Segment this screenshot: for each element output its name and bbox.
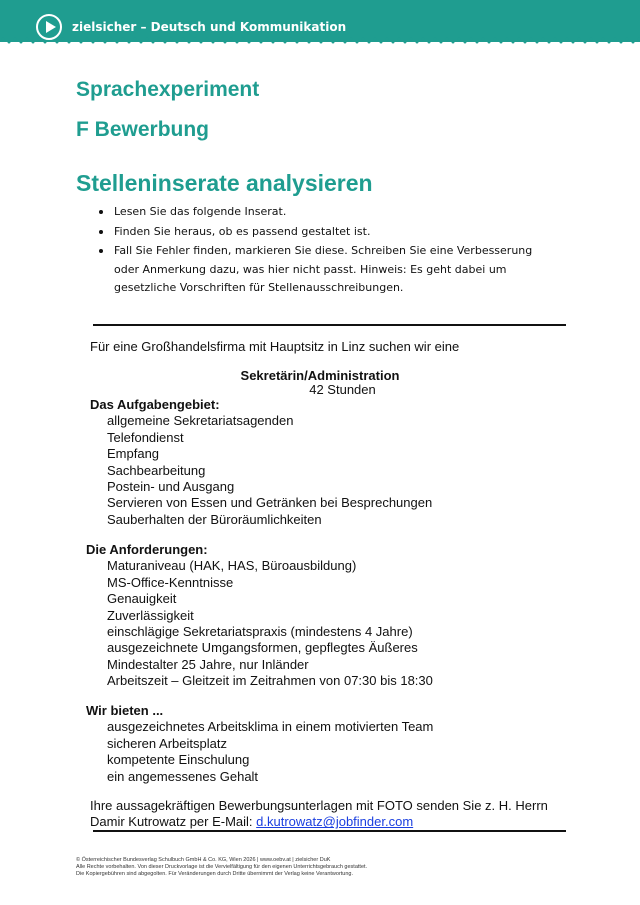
requirement-item: Maturaniveau (HAK, HAS, Büroausbildung): [107, 558, 357, 574]
section-title: Stelleninserate analysieren: [76, 170, 373, 196]
tasks-section: [90, 397, 432, 528]
instruction-list: [96, 203, 556, 299]
instruction-item: Finden Sie heraus, ob es passend gestaltet ist.: [96, 223, 556, 242]
page-subtitle: F Bewerbung: [76, 118, 210, 141]
closing-contact: [90, 814, 570, 830]
play-icon: [36, 14, 62, 40]
offer-item: ausgezeichnetes Arbeitsklima in einem motivierten Team: [107, 719, 434, 735]
bottom-divider: [93, 830, 566, 832]
instruction-item: Lesen Sie das folgende Inserat.: [96, 203, 556, 222]
requirement-item: Genauigkeit: [107, 591, 177, 607]
closing-line: Ihre aussagekräftigen Bewerbungsunterlagen mit FOTO senden Sie z. H. Herrn: [90, 798, 548, 813]
requirements-heading: Die Anforderungen:: [86, 542, 208, 557]
task-item: Sachbearbeitung: [107, 462, 206, 478]
task-item: Postein- und Ausgang: [107, 479, 235, 495]
task-item: Empfang: [107, 446, 160, 462]
task-item: Servieren von Essen und Getränken bei Besprechungen: [107, 495, 433, 511]
offer-item: ein angemessenes Gehalt: [107, 768, 259, 784]
task-item: allgemeine Sekretariatsagenden: [107, 413, 294, 429]
footer-line: © Österreichischer Bundesverlag Schulbuch GmbH & Co. KG, Wien 2026 | www.oebv.at | zielsicher DuK: [76, 857, 331, 863]
page-title: Sprachexperiment: [76, 78, 260, 101]
requirement-item: ausgezeichnete Umgangsformen, gepflegtes Äußeres: [107, 640, 418, 656]
tasks-heading: Das Aufgabengebiet:: [90, 397, 220, 412]
contact-text: Damir Kutrowatz per E-Mail:: [90, 814, 257, 830]
requirement-item: Arbeitszeit – Gleitzeit im Zeitrahmen von 07:30 bis 18:30: [107, 673, 433, 689]
job-hours: 42 Stunden: [309, 382, 376, 397]
task-item: Telefondienst: [107, 429, 184, 445]
footer-line: Alle Rechte vorbehalten. Von dieser Druckvorlage ist die Vervielfältigung für den eigenen Unterrichtsgebrauch gestattet.: [76, 864, 368, 870]
copyright-footer: [76, 857, 576, 878]
instruction-item: Fall Sie Fehler finden, markieren Sie diese. Schreiben Sie eine Verbesserung oder Anmerkung dazu, was hier nicht passt. Hinweis: Es geht dabei um gesetzliche Vorschriften für Stellenausschreibungen.: [96, 242, 556, 298]
header-dots-border: [0, 36, 640, 48]
email-link[interactable]: d.kutrowatz@jobfinder.com: [256, 814, 414, 830]
offers-heading: Wir bieten ...: [86, 703, 164, 718]
top-divider: [93, 324, 566, 326]
offer-item: sicheren Arbeitsplatz: [107, 735, 227, 751]
requirement-item: Zuverlässigkeit: [107, 607, 194, 623]
brand-name: zielsicher – Deutsch und Kommunikation: [72, 20, 347, 34]
requirement-item: Mindestalter 25 Jahre, nur Inländer: [107, 656, 309, 672]
footer-line: Die Kopiergebühren sind abgegolten. Für Veränderungen durch Dritte übernimmt der Verlag keine Verantwortung.: [76, 871, 354, 877]
requirement-item: MS-Office-Kenntnisse: [107, 574, 234, 590]
ad-closing: [90, 798, 570, 831]
requirements-section: [86, 542, 433, 690]
offer-item: kompetente Einschulung: [107, 752, 250, 768]
ad-intro: Für eine Großhandelsfirma mit Hauptsitz in Linz suchen wir eine: [90, 339, 460, 354]
task-item: Sauberhalten der Büroräumlichkeiten: [107, 511, 322, 527]
requirement-item: einschlägige Sekretariatspraxis (mindestens 4 Jahre): [107, 624, 413, 640]
job-title: Sekretärin/Administration: [240, 368, 400, 383]
offers-section: [86, 703, 433, 785]
